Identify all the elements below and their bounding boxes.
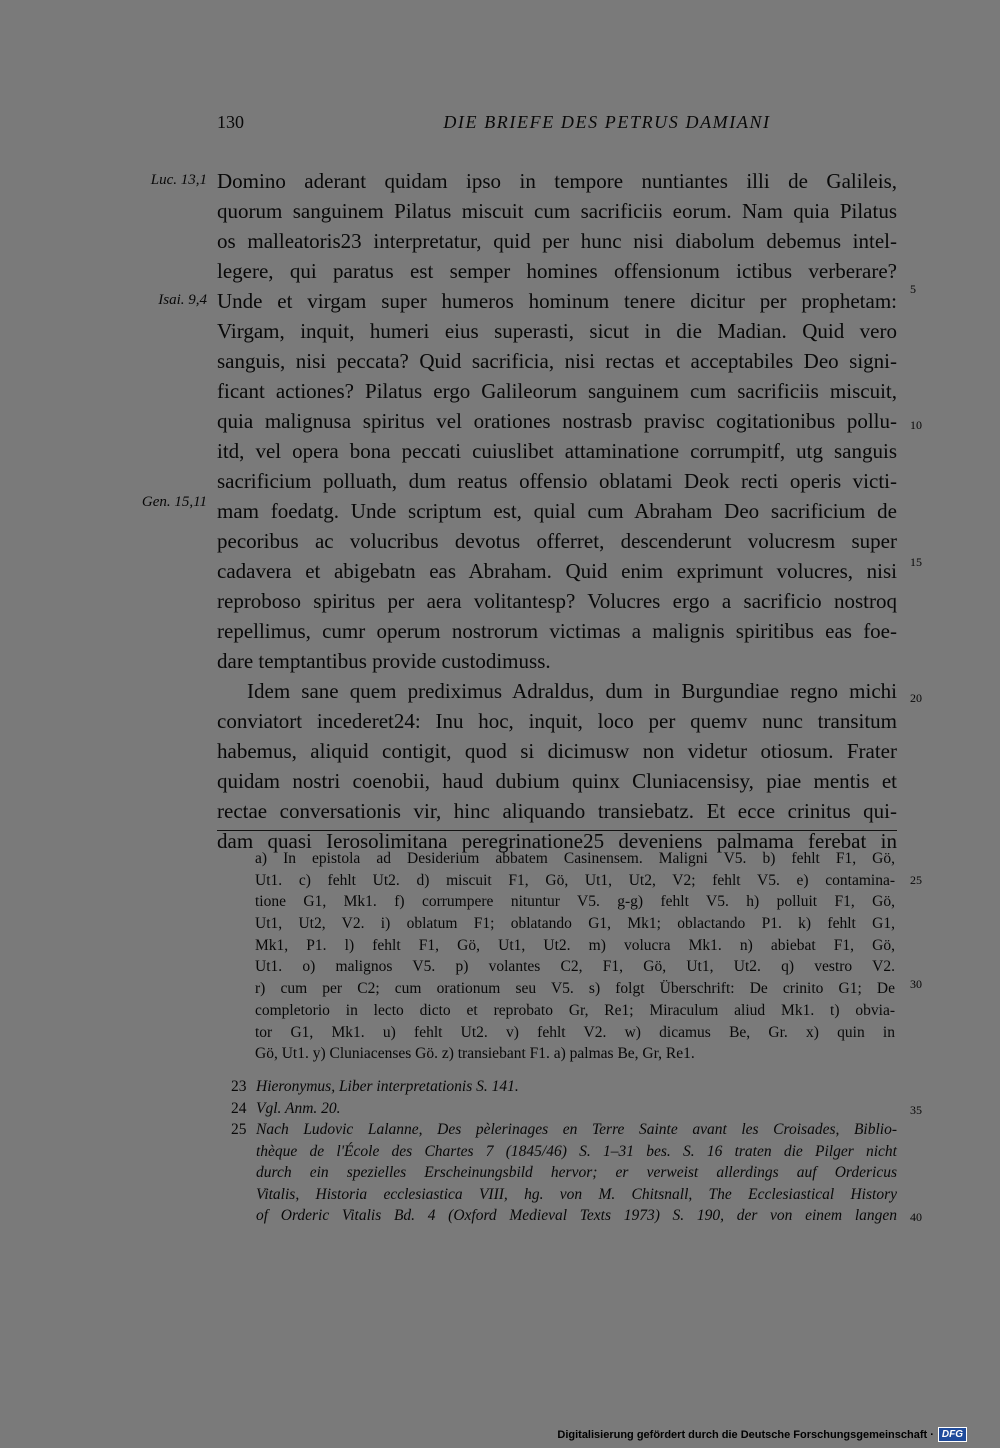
text-line: habemus, aliquid contigit, quod si dicimusw non videtur otiosum. Frater (217, 739, 897, 763)
line-number: 5 (910, 282, 916, 296)
text-line: quorum sanguinem Pilatus miscuit cum sacrificiis eorum. Nam quia Pilatus (217, 199, 897, 223)
apparatus-line: Gö, Ut1. y) Cluniacenses Gö. z) transiebant F1. a) palmas Be, Gr, Re1. (255, 1045, 695, 1063)
footnote-line: of Orderic Vitalis Bd. 4 (Oxford Medieval Texts 1973) S. 190, der von einem langen (256, 1207, 897, 1224)
text-line: mam foedatg. Unde scriptum est, quial cum Abraham Deo sacrificium de (217, 499, 897, 523)
commentary-notes (231, 1076, 897, 1227)
apparatus-line: Ut1, Ut2, V2. i) oblatum F1; oblatando G1, Mk1; oblactando P1. k) fehlt G1, (255, 915, 895, 933)
critical-apparatus (255, 848, 895, 1065)
line-number: 40 (910, 1210, 922, 1224)
footnote-number: 25 (231, 1121, 247, 1138)
text-line: pecoribus ac volucribus devotus offerret, descenderunt volucresm super (217, 529, 897, 553)
footnote-number: 24 (231, 1099, 247, 1117)
text-line: conviatort incederet24: Inu hoc, inquit, loco per quemv nunc transitum (217, 709, 897, 733)
apparatus-line: Ut1. c) fehlt Ut2. d) miscuit F1, Gö, Ut1, Ut2, V2; fehlt V5. e) contamina- (255, 871, 895, 889)
text-line: Domino aderant quidam ipso in tempore nuntiantes illi de Galileis, (217, 169, 897, 193)
line-number: 10 (910, 418, 922, 432)
footnote-line: durch ein spezielles Erscheinungsbild hervor; er verweist allerdings auf Ordericus (256, 1164, 897, 1181)
footnote-separator (217, 830, 897, 831)
text-line: Unde et virgam super humeros hominum tenere dicitur per prophetam: (217, 289, 897, 313)
line-number: 30 (910, 977, 922, 991)
margin-ref: Gen. 15,11 (141, 494, 207, 510)
footnote (231, 1119, 897, 1227)
text-line: quia malignusa spiritus vel orationes nostrasb pravisc cogitationibus pollu- (217, 409, 897, 433)
text-line: quidam nostri coenobii, haud dubium quinx Cluniacensisy, piae mentis et (217, 769, 897, 793)
footnote-number: 23 (231, 1078, 247, 1095)
footnote-line: thèque de l'École des Chartes 7 (1845/46) S. 1–31 bes. S. 16 traten die Pilger nicht (256, 1142, 897, 1160)
dfg-logo: DFG (938, 1427, 967, 1442)
line-number: 35 (910, 1103, 922, 1117)
footnote-line: Nach Ludovic Lalanne, Des pèlerinages en Terre Sainte avant les Croisades, Biblio- (256, 1121, 897, 1138)
main-text (217, 166, 897, 856)
text-line: legere, qui paratus est semper homines offensionum ictibus verberare? (217, 259, 897, 283)
text-line: Virgam, inquit, humeri eius superasti, sicut in die Madian. Quid vero (217, 319, 897, 343)
text-line: dam quasi Ierosolimitana peregrinatione25 deveniens palmama ferebat in (217, 829, 897, 853)
running-title: DIE BRIEFE DES PETRUS DAMIANI (443, 112, 771, 132)
text-line: itd, vel opera bona peccati cuiuslibet attaminatione corrumpitf, utg sanguis (217, 439, 897, 463)
text-line: ficant actiones? Pilatus ergo Galileorum sanguinem cum sacrificiis miscuit, (217, 379, 897, 403)
digitization-credit (557, 1426, 967, 1443)
footnote-line: Vitalis, Historia ecclesiastica VIII, hg. von M. Chitsnall, The Ecclesiastical History (256, 1185, 897, 1203)
margin-ref: Isai. 9,4 (158, 292, 207, 308)
text-line: reproboso spiritus per aera volitantesp? Volucres ergo a sacrificio nostroq (217, 589, 897, 613)
text-line: sacrificium polluath, dum reatus offensio oblatami Deok recti operis victi- (217, 469, 897, 493)
text-line: dare temptantibus provide custodimuss. (217, 649, 551, 673)
running-head (217, 112, 897, 138)
text-line: os malleatoris23 interpretatur, quid per hunc nisi diabolum debemus intel- (217, 229, 897, 253)
margin-ref: Luc. 13,1 (150, 172, 207, 188)
page-number: 130 (217, 112, 244, 132)
text-line: repellimus, cumr operum nostrorum victimas a malignis spiritibus eas foe- (217, 619, 897, 643)
apparatus-line: r) cum per C2; cum orationum seu V5. s) folgt Überschrift: De crinito G1; De (255, 980, 895, 998)
line-number: 15 (910, 555, 922, 569)
credit-text: Digitalisierung gefördert durch die Deutsche Forschungsgemeinschaft · (557, 1428, 934, 1441)
text-line: rectae conversationis vir, hinc aliquando transiebatz. Et ecce crinitus qui- (217, 799, 897, 823)
footnote-line: Vgl. Anm. 20. (256, 1099, 341, 1117)
footnote (231, 1076, 897, 1098)
apparatus-line: tione G1, Mk1. f) corrumpere nituntur V5. g-g) fehlt V5. h) polluit F1, Gö, (255, 893, 895, 911)
footnote (231, 1098, 897, 1120)
text-line: Idem sane quem prediximus Adraldus, dum in Burgundiae regno michi (247, 679, 897, 703)
line-number: 20 (910, 691, 922, 705)
apparatus-line: tor G1, Mk1. u) fehlt Ut2. v) fehlt V2. w) dicamus Be, Gr. x) quin in (255, 1023, 895, 1041)
line-number: 25 (910, 873, 922, 887)
apparatus-line: completorio in lecto dicto et reprobato Gr, Re1; Miraculum aliud Mk1. t) obvia- (255, 1001, 895, 1019)
text-line: cadavera et abigebatn eas Abraham. Quid enim exprimunt volucres, nisi (217, 559, 897, 583)
footnote-line: Hieronymus, Liber interpretationis S. 141. (256, 1078, 519, 1095)
text-line: sanguis, nisi peccata? Quid sacrificia, nisi rectas et acceptabiles Deo signi- (217, 349, 897, 373)
apparatus-line: Mk1, P1. l) fehlt F1, Gö, Ut1, Ut2. m) volucra Mk1. n) abiebat F1, Gö, (255, 936, 895, 954)
apparatus-line: a) In epistola ad Desiderium abbatem Casinensem. Maligni V5. b) fehlt F1, Gö, (255, 850, 895, 867)
apparatus-line: Ut1. o) malignos V5. p) volantes C2, F1, Gö, Ut1, Ut2. q) vestro V2. (255, 958, 895, 976)
